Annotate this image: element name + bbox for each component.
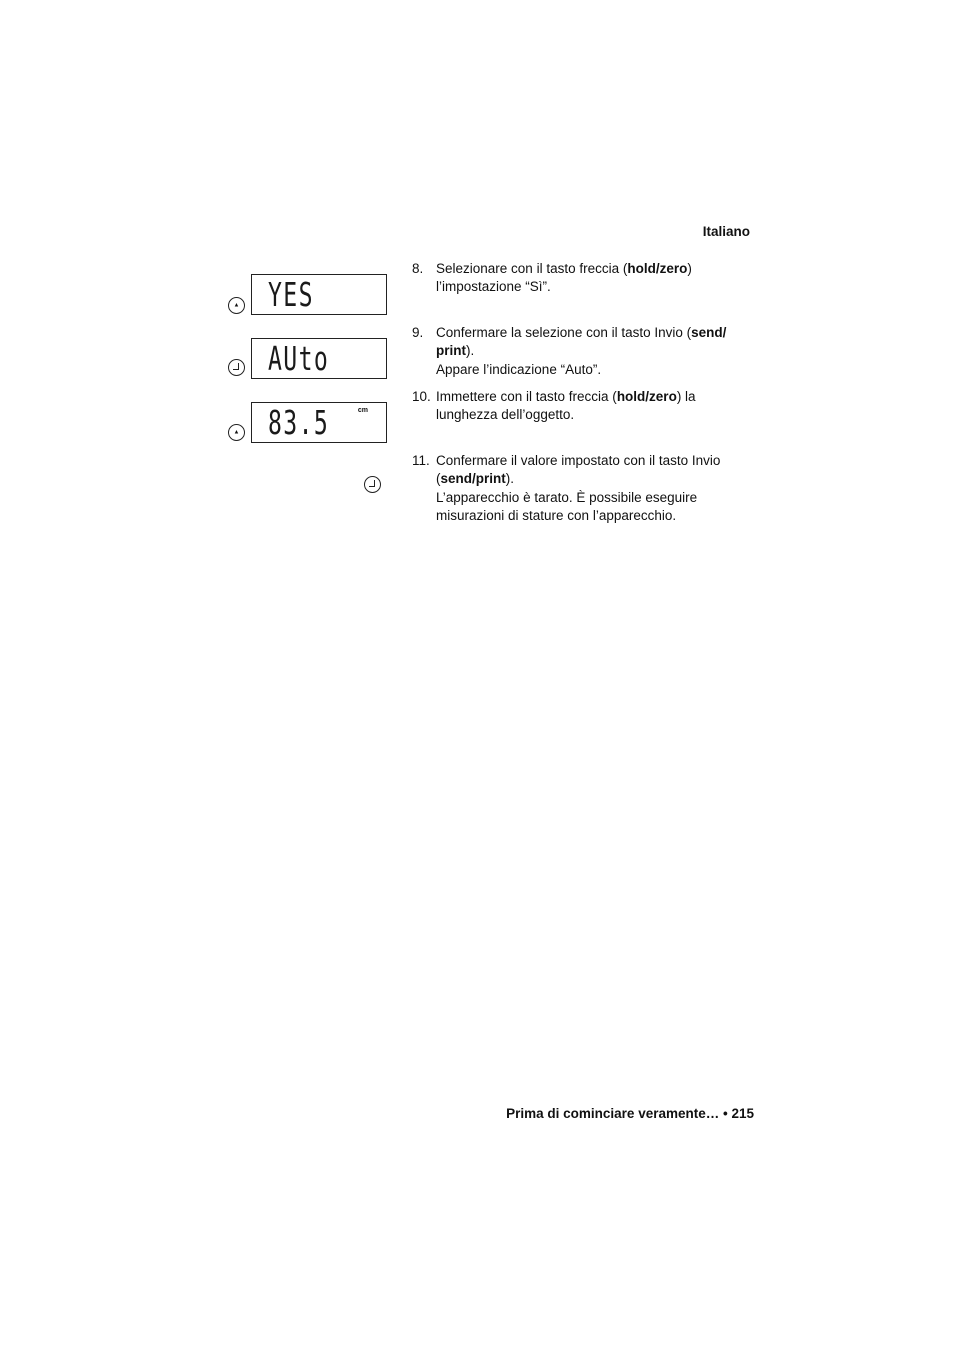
step-number: 8. xyxy=(412,261,424,276)
step-key: hold/zero xyxy=(627,261,688,276)
lcd-reading: AUto xyxy=(268,339,330,378)
lcd-unit: cm xyxy=(357,407,368,414)
step-text: Confermare la selezione con il tasto Invio ( xyxy=(436,325,692,340)
step-key: send/ print xyxy=(436,325,727,358)
step-8 xyxy=(412,260,752,295)
step-text: ) l’impostazione “Sì”. xyxy=(436,261,692,294)
page-language-label: Italiano xyxy=(702,224,750,239)
step-note: L’apparecchio è tarato. È possibile eseguire misurazioni di stature con l’apparecchio. xyxy=(436,490,698,523)
step-number: 9. xyxy=(412,325,424,340)
step-text: ) la lunghezza dell’oggetto. xyxy=(436,389,696,422)
step-text: ). xyxy=(466,342,475,358)
page-footer: Prima di cominciare veramente… • 215 xyxy=(506,1106,754,1121)
lcd-reading: 83.5 xyxy=(268,403,330,442)
lcd-display-yes xyxy=(251,274,387,315)
lcd-display-value xyxy=(251,402,387,443)
lcd-reading: YES xyxy=(268,275,314,314)
step-note: Appare l’indicazione “Auto”. xyxy=(436,362,602,377)
step-11 xyxy=(412,452,752,524)
step-10 xyxy=(412,388,752,423)
up-arrow-icon: ▲ xyxy=(228,297,245,314)
step-9 xyxy=(412,324,752,379)
up-arrow-icon: ▲ xyxy=(228,424,245,441)
enter-icon xyxy=(364,476,381,493)
lcd-display-auto xyxy=(251,338,387,379)
step-text: Confermare il valore impostato con il tasto Invio ( xyxy=(436,453,721,486)
step-text: Selezionare con il tasto freccia ( xyxy=(436,261,628,276)
enter-icon xyxy=(228,359,245,376)
step-key: hold/zero xyxy=(616,389,677,404)
step-text: ). xyxy=(505,470,515,486)
step-key: send/print xyxy=(440,470,506,486)
step-text: Immettere con il tasto freccia ( xyxy=(436,389,617,404)
step-number: 11. xyxy=(412,453,430,468)
step-number: 10. xyxy=(412,389,431,404)
